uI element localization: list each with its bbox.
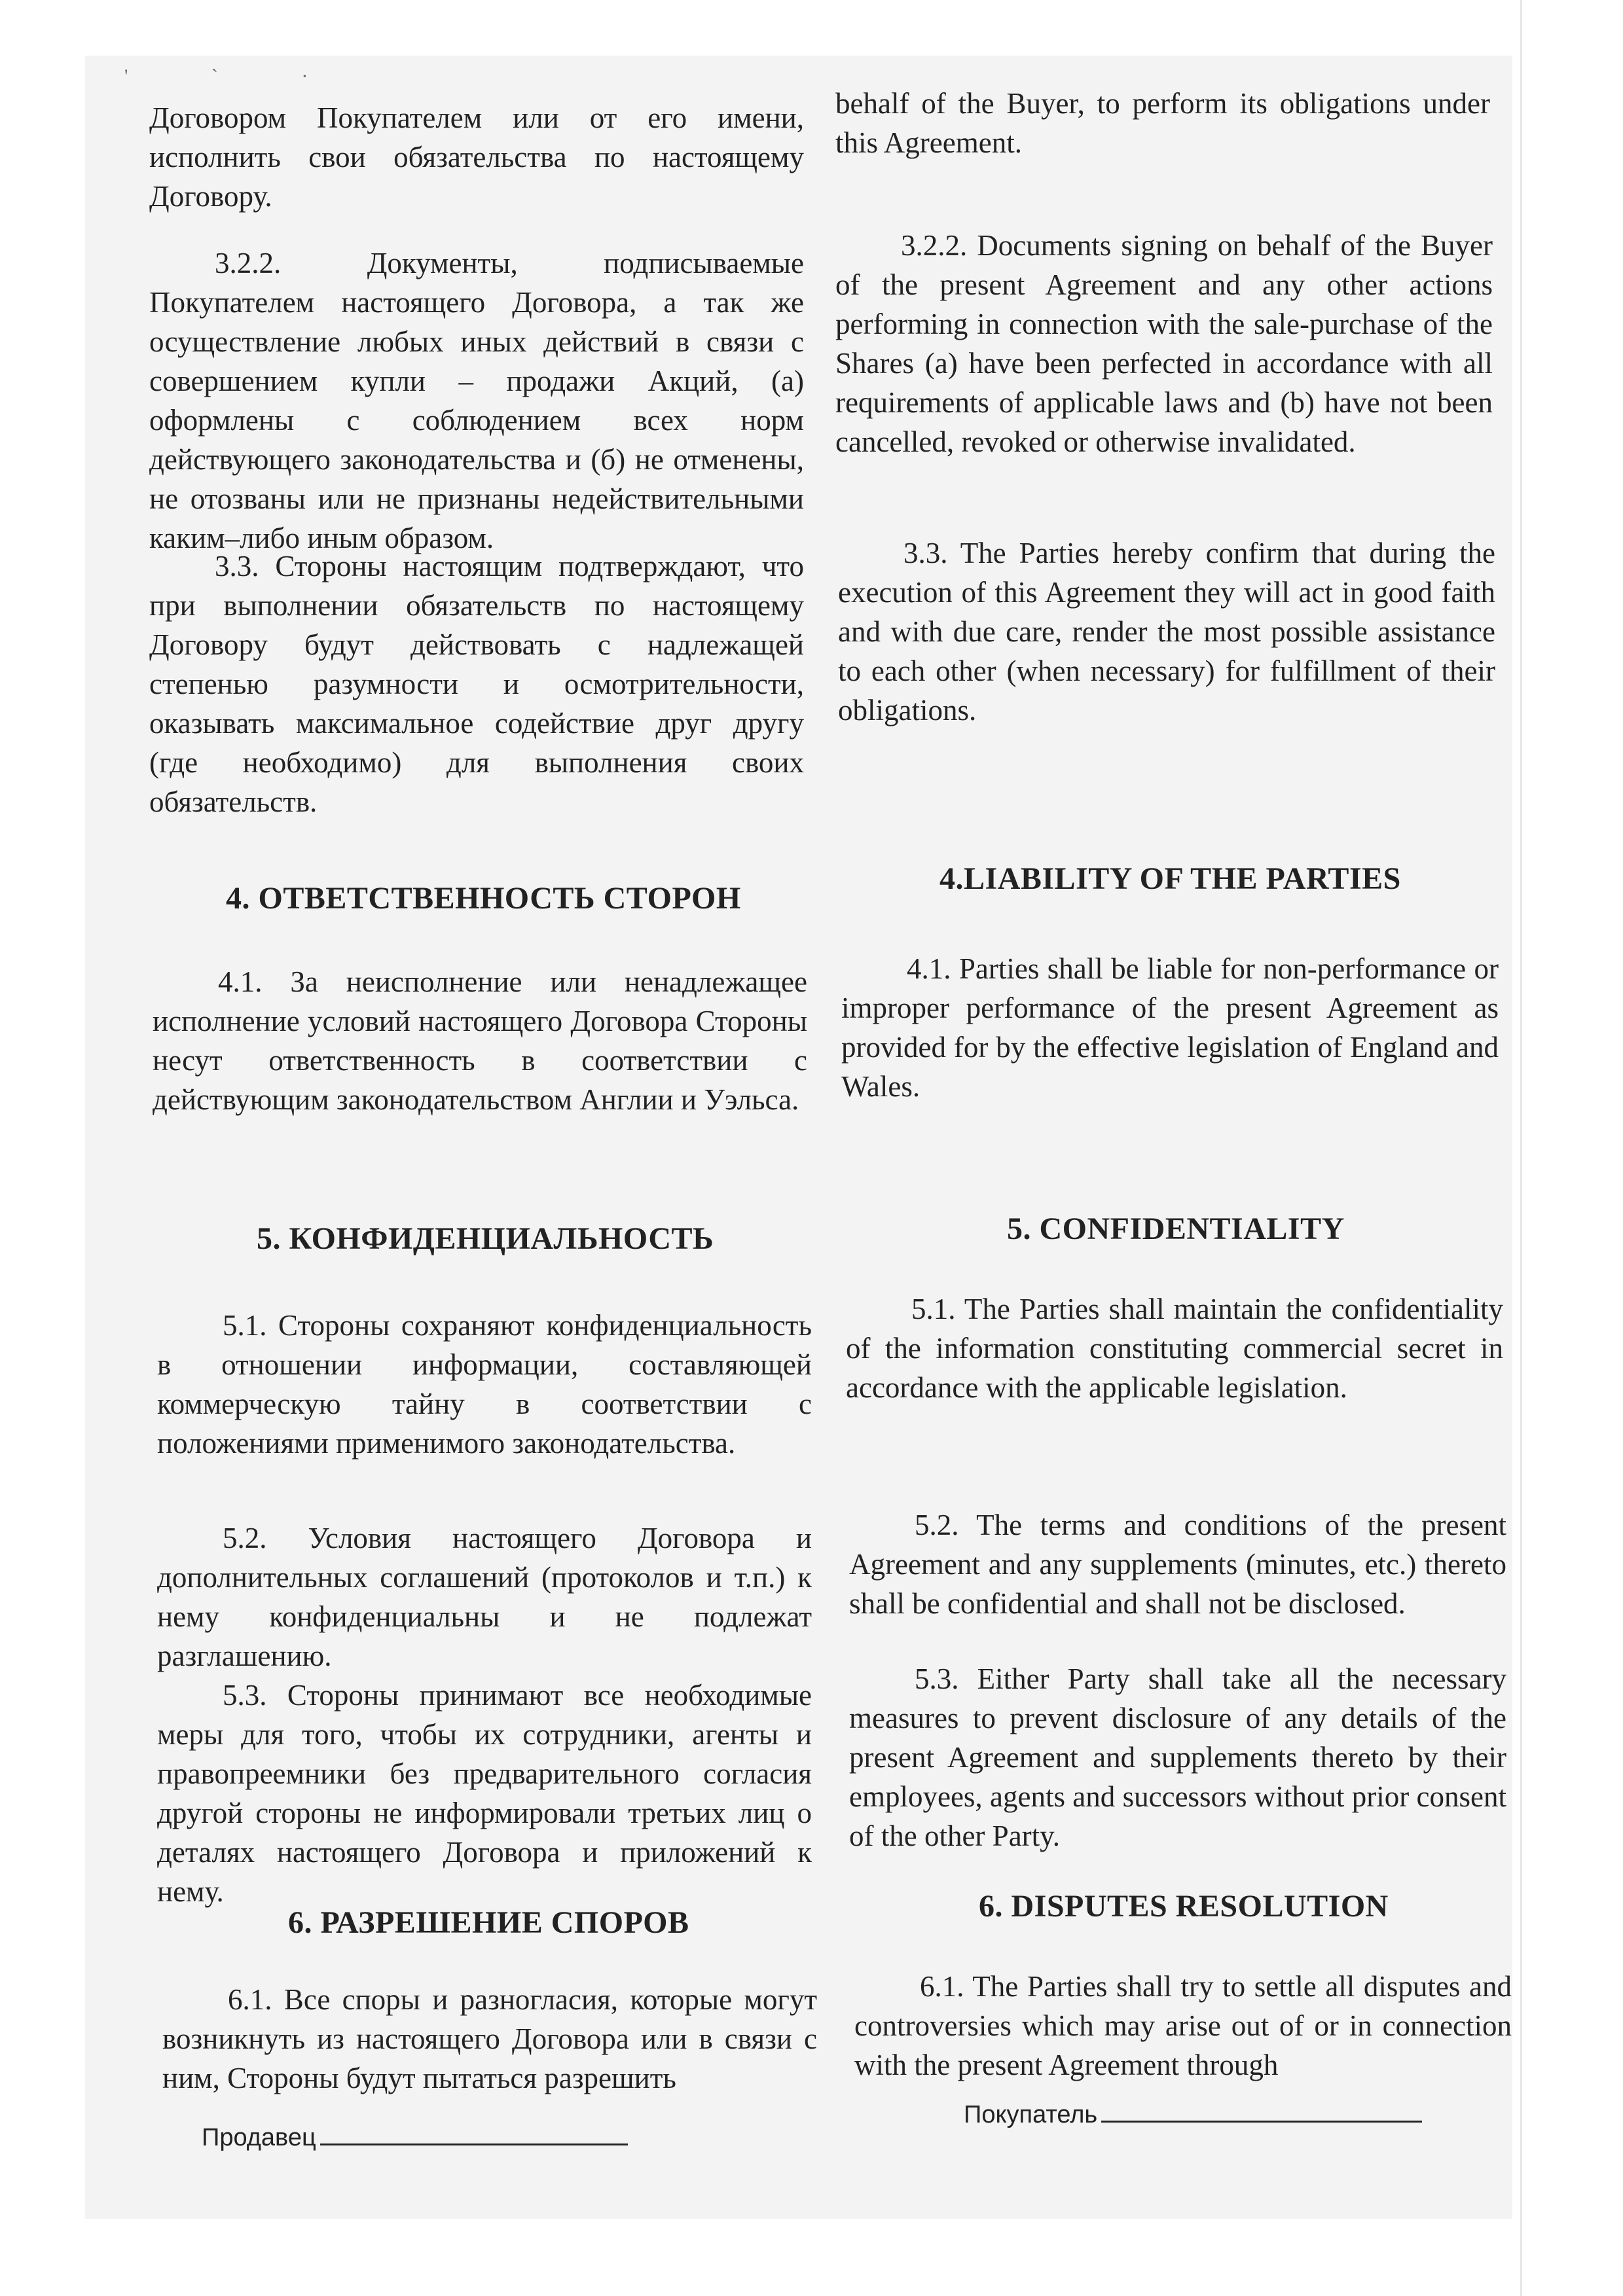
ru-clause-5-1-text: 5.1. Стороны сохраняют конфиденциальность в отношении информации, составляющей коммерческую тайну в соответствии с положениями применимого законодательства. — [157, 1309, 812, 1460]
ru-heading-4: 4. ОТВЕТСТВЕННОСТЬ СТОРОН — [226, 881, 741, 916]
buyer-signature-line — [1101, 2121, 1422, 2123]
buyer-signature — [964, 2101, 1422, 2129]
seller-signature-line — [320, 2144, 628, 2145]
en-clause-5-1-text: 5.1. The Parties shall maintain the confidentiality of the information constituting commercial secret in accordance with the applicable legislation. — [846, 1293, 1503, 1404]
en-clause-5-3 — [849, 1659, 1506, 1856]
ru-clause-4-1 — [153, 962, 807, 1119]
en-clause-5-2-text: 5.2. The terms and conditions of the present Agreement and any supplements (minutes, etc.) thereto shall be confidential and shall not be disclosed. — [849, 1509, 1506, 1620]
en-heading-4: 4.LIABILITY OF THE PARTIES — [939, 861, 1401, 896]
ru-clause-3-2-2-text: 3.2.2. Документы, подписываемые Покупателем настоящего Договора, а так же осуществление любых иных действий в связи с совершением купли – продажи Акций, (а) оформлены с соблюдением всех норм действующего законодательства и (б) не отменены, не отозваны или не признаны недействительными каким–либо иным образом. — [149, 247, 804, 554]
scan-specks: ' ` · — [124, 65, 348, 87]
ru-clause-5-3 — [157, 1676, 812, 1911]
ru-clause-3-2-2 — [149, 243, 804, 558]
en-heading-5: 5. CONFIDENTIALITY — [1007, 1211, 1345, 1246]
ru-clause-6-1 — [162, 1980, 817, 2098]
en-clause-4-1 — [841, 949, 1499, 1106]
en-clause-6-1 — [854, 1967, 1512, 2085]
ru-clause-6-1-text: 6.1. Все споры и разногласия, которые могут возникнуть из настоящего Договора или в связи с ним, Стороны будут пытаться разрешить — [162, 1983, 817, 2094]
buyer-signature-label: Покупатель — [964, 2101, 1098, 2128]
en-clause-6-1-text: 6.1. The Parties shall try to settle all disputes and controversies which may arise out of or in connection with the present Agreement through — [854, 1970, 1512, 2081]
en-clause-5-2 — [849, 1505, 1506, 1623]
seller-signature — [202, 2124, 628, 2152]
en-clause-3-2-2-text: 3.2.2. Documents signing on behalf of the Buyer of the present Agreement and any other actions performing in connection with the sale-purchase of the Shares (a) have been perfected in accordance with all requirements of applicable laws and (b) have not been cancelled, revoked or otherwise invalidated. — [835, 229, 1493, 458]
en-clause-5-3-text: 5.3. Either Party shall take all the necessary measures to prevent disclosure of any details of the present Agreement and supplements thereto by their employees, agents and successors without prior consent of the other Party. — [849, 1662, 1506, 1852]
ru-clause-3-3-text: 3.3. Стороны настоящим подтверждают, что при выполнении обязательств по настоящему Договору будут действовать с надлежащей степенью разумности и осмотрительности, оказывать максимальное содействие друг другу (где необходимо) для выполнения своих обязательств. — [149, 550, 804, 818]
en-clause-5-1 — [846, 1289, 1503, 1407]
ru-clause-3-3 — [149, 547, 804, 821]
ru-clause-5-2 — [157, 1518, 812, 1676]
seller-signature-label: Продавец — [202, 2124, 316, 2151]
en-intro — [835, 84, 1490, 162]
ru-clause-4-1-text: 4.1. За неисполнение или ненадлежащее исполнение условий настоящего Договора Стороны несут ответственность в соответствии с действующим законодательством Англии и Уэльса. — [153, 965, 807, 1116]
ru-clause-5-2-text: 5.2. Условия настоящего Договора и дополнительных соглашений (протоколов и т.п.) к нему конфиденциальны и не подлежат разглашению. — [157, 1522, 812, 1672]
ru-clause-5-3-text: 5.3. Стороны принимают все необходимые меры для того, чтобы их сотрудники, агенты и правопреемники без предварительного согласия другой стороны не информировали третьих лиц о деталях настоящего Договора и приложений к нему. — [157, 1679, 812, 1908]
ru-intro-text: Договором Покупателем или от его имени, исполнить свои обязательства по настоящему Договору. — [149, 101, 804, 213]
ru-heading-6: 6. РАЗРЕШЕНИЕ СПОРОВ — [288, 1905, 689, 1940]
en-clause-4-1-text: 4.1. Parties shall be liable for non-performance or improper performance of the present Agreement as provided for by the effective legislation of England and Wales. — [841, 952, 1499, 1103]
ru-clause-5-1 — [157, 1306, 812, 1463]
en-clause-3-2-2 — [835, 226, 1493, 461]
ru-intro — [149, 98, 804, 216]
en-clause-3-3 — [838, 533, 1495, 730]
ru-heading-5: 5. КОНФИДЕНЦИАЛЬНОСТЬ — [257, 1221, 714, 1256]
page-edge — [1520, 0, 1522, 2296]
en-intro-text: behalf of the Buyer, to perform its obligations under this Agreement. — [835, 87, 1490, 159]
en-clause-3-3-text: 3.3. The Parties hereby confirm that during the execution of this Agreement they will act in good faith and with due care, render the most possible assistance to each other (when necessary) for fulfillment of their obligations. — [838, 537, 1495, 726]
en-heading-6: 6. DISPUTES RESOLUTION — [979, 1889, 1389, 1924]
